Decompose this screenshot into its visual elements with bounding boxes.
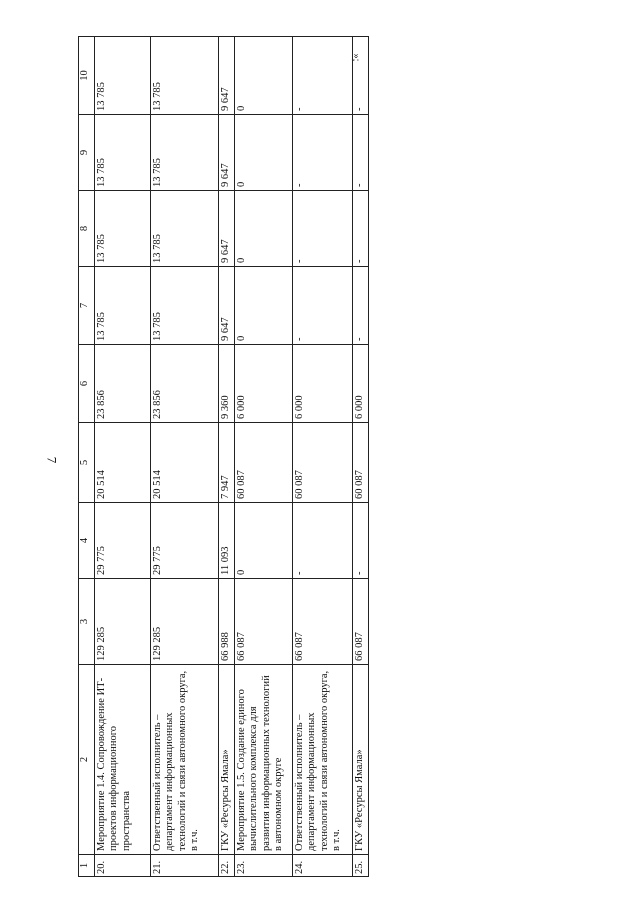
value-cell: 23 856 (95, 345, 151, 423)
value-cell: 66 087 (353, 579, 369, 665)
row-number: 25. (353, 855, 369, 877)
value-cell: 6 000 (293, 345, 353, 423)
row-description: ГКУ «Ресурсы Ямала» (353, 665, 369, 855)
value-cell: 13 785 (95, 267, 151, 345)
value-cell: 0 (235, 267, 293, 345)
row-number: 21. (151, 855, 219, 877)
row-number: 23. (235, 855, 293, 877)
value-cell: 29 775 (151, 503, 219, 579)
header-cell: 6 (79, 345, 95, 423)
table-row (151, 37, 219, 877)
value-cell: - (353, 503, 369, 579)
value-cell: - (293, 115, 353, 191)
value-cell: 60 087 (293, 423, 353, 503)
row-number: 24. (293, 855, 353, 877)
row-description: Ответственный исполнитель – департамент информационных технологий и связи автономного округа, в т.ч. (151, 665, 219, 855)
value-cell: 7 947 (219, 423, 235, 503)
value-cell: - (353, 115, 369, 191)
value-cell: 9 647 (219, 115, 235, 191)
value-cell: 60 087 (353, 423, 369, 503)
header-cell: 7 (79, 267, 95, 345)
value-cell: 0 (235, 191, 293, 267)
value-cell: 66 087 (293, 579, 353, 665)
row-number: 20. (95, 855, 151, 877)
value-cell: 66 087 (235, 579, 293, 665)
value-cell: 13 785 (151, 115, 219, 191)
header-cell: 8 (79, 191, 95, 267)
value-cell: 20 514 (95, 423, 151, 503)
value-cell: 60 087 (235, 423, 293, 503)
row-description: Мероприятие 1.4. Сопровождение ИТ-проектов информационного пространства (95, 665, 151, 855)
value-cell: 9 647 (219, 191, 235, 267)
value-cell: 13 785 (95, 191, 151, 267)
value-cell: 66 988 (219, 579, 235, 665)
value-cell: 11 093 (219, 503, 235, 579)
table-row (235, 37, 293, 877)
value-cell: 9 647 (219, 267, 235, 345)
table-row (95, 37, 151, 877)
closing-mark: »; (350, 53, 362, 62)
table-row (353, 37, 369, 877)
header-cell: 5 (79, 423, 95, 503)
header-cell: 1 (79, 855, 95, 877)
row-number: 22. (219, 855, 235, 877)
header-cell: 3 (79, 579, 95, 665)
value-cell: 23 856 (151, 345, 219, 423)
value-cell: - (293, 37, 353, 115)
value-cell: 129 285 (95, 579, 151, 665)
table-row (219, 37, 235, 877)
value-cell: 29 775 (95, 503, 151, 579)
value-cell: 6 000 (353, 345, 369, 423)
page-number: 7 (44, 456, 60, 464)
value-cell: - (353, 267, 369, 345)
value-cell: - (293, 191, 353, 267)
value-cell: - (353, 37, 369, 115)
value-cell: 9 647 (219, 37, 235, 115)
header-cell: 9 (79, 115, 95, 191)
value-cell: 20 514 (151, 423, 219, 503)
row-description: ГКУ «Ресурсы Ямала» (219, 665, 235, 855)
row-description: Ответственный исполнитель – департамент информационных технологий и связи автономного округа, в т.ч. (293, 665, 353, 855)
header-cell: 10 (79, 37, 95, 115)
value-cell: 0 (235, 115, 293, 191)
row-description: Мероприятие 1.5. Создание единого вычислительного комплекса для развития информационных технологий в автономном округе (235, 665, 293, 855)
rotated-table-container (78, 37, 365, 877)
budget-table (78, 36, 369, 877)
value-cell: 13 785 (95, 115, 151, 191)
value-cell: 0 (235, 37, 293, 115)
value-cell: 13 785 (151, 37, 219, 115)
header-cell: 4 (79, 503, 95, 579)
value-cell: - (293, 503, 353, 579)
table-row (293, 37, 353, 877)
header-row (79, 37, 95, 877)
value-cell: 0 (235, 503, 293, 579)
value-cell: 13 785 (151, 267, 219, 345)
value-cell: 13 785 (151, 191, 219, 267)
value-cell: - (293, 267, 353, 345)
value-cell: 13 785 (95, 37, 151, 115)
value-cell: 6 000 (235, 345, 293, 423)
value-cell: 9 360 (219, 345, 235, 423)
header-cell: 2 (79, 665, 95, 855)
value-cell: 129 285 (151, 579, 219, 665)
value-cell: - (353, 191, 369, 267)
